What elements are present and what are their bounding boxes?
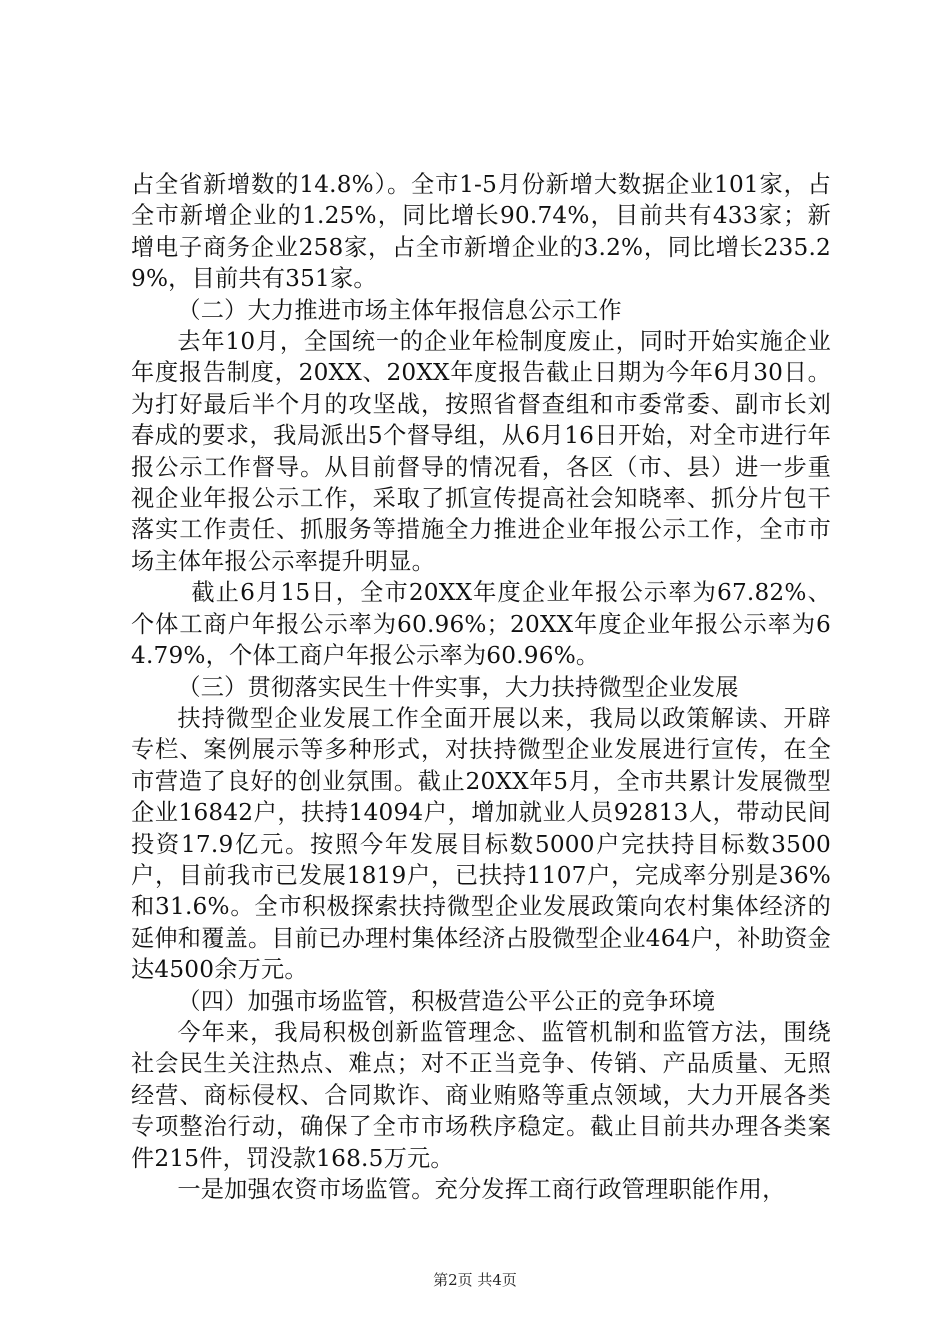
document-body — [131, 169, 831, 1205]
paragraph-market-supervision: 今年来，我局积极创新监管理念、监管机制和监管方法，围绕社会民生关注热点、难点；对不正当竞争、传销、产品质量、无照经营、商标侵权、合同欺诈、商业贿赂等重点领域，大力开展各类专项整治行动，确保了全市市场秩序稳定。截止目前共办理各类案件215件，罚没款168.5万元。 — [131, 1018, 831, 1172]
paragraph-continuation: 占全省新增数的14.8%）。全市1-5月份新增大数据企业101家，占全市新增企业的1.25%，同比增长90.74%，目前共有433家；新增电子商务企业258家，占全市新增企业的3.2%，同比增长235.29%，目前共有351家。 — [131, 171, 831, 293]
section-heading-2: （二）大力推进市场主体年报信息公示工作 — [177, 296, 622, 324]
section-heading-3: （三）贯彻落实民生十件实事，大力扶持微型企业发展 — [177, 673, 739, 701]
paragraph-report-rates: 截止6月15日，全市20XX年度企业年报公示率为67.82%、个体工商户年报公示率为60.96%；20XX年度企业年报公示率为64.79%，个体工商户年报公示率为60.96%。 — [131, 579, 831, 670]
paragraph-agri-market: 一是加强农资市场监管。充分发挥工商行政管理职能作用， — [177, 1176, 786, 1203]
paragraph-micro-enterprise: 扶持微型企业发展工作全面开展以来，我局以政策解读、开辟专栏、案例展示等多种形式，对扶持微型企业发展进行宣传，在全市营造了良好的创业氛围。截止20XX年5月，全市共累计发展微型企业16842户，扶持14094户，增加就业人员92813人，带动民间投资17.9亿元。按照今年发展目标数5000户完扶持目标数3500户，目前我市已发展1819户，已扶持1107户，完成率分别是36%和31.6%。全市积极探索扶持微型企业发展政策向农村集体经济的延伸和覆盖。目前已办理村集体经济占股微型企业464户，补助资金达4500余万元。 — [131, 704, 831, 984]
paragraph-annual-report: 去年10月，全国统一的企业年检制度废止，同时开始实施企业年度报告制度，20XX、20XX年度报告截止日期为今年6月30日。为打好最后半个月的攻坚战，按照省督查组和市委常委、副市长刘春成的要求，我局派出5个督导组，从6月16日开始，对全市进行年报公示工作督导。从目前督导的情况看，各区（市、县）进一步重视企业年报公示工作，采取了抓宣传提高社会知晓率、抓分片包干落实工作责任、抓服务等措施全力推进企业年报公示工作，全市市场主体年报公示率提升明显。 — [131, 328, 831, 575]
page-footer: 第2页 共4页 — [433, 1271, 517, 1289]
section-heading-4: （四）加强市场监管，积极营造公平公正的竞争环境 — [177, 987, 716, 1015]
